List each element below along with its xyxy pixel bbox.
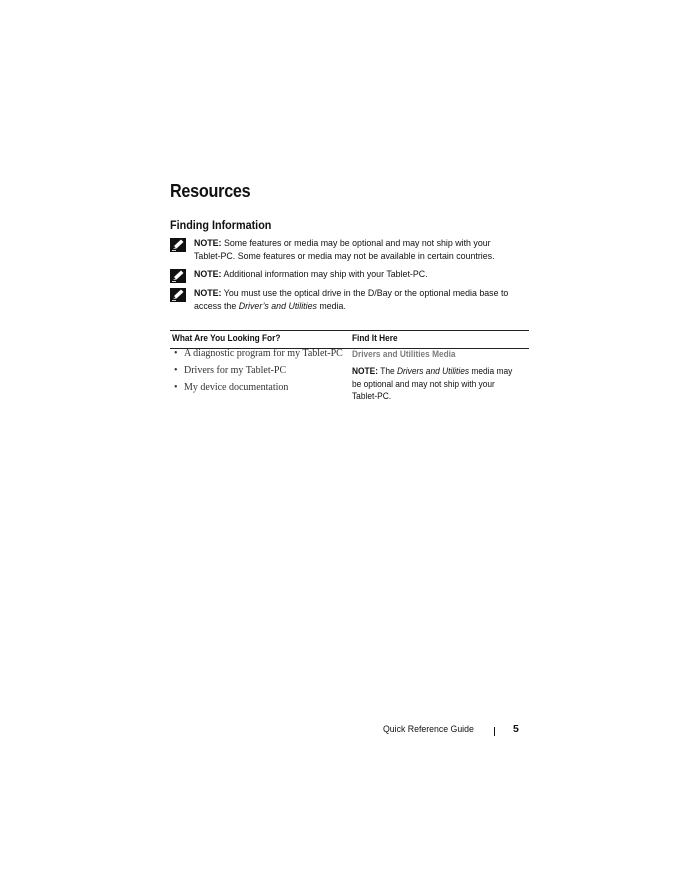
note-text <box>194 288 508 313</box>
footer-divider <box>494 727 495 736</box>
note-label: NOTE: <box>194 238 222 249</box>
list-item-text: Drivers for my Tablet-PC <box>184 365 287 376</box>
find-it-here-cell <box>352 349 528 401</box>
bullet: • <box>174 365 178 376</box>
media-name-italic: Driver’s and Utilities <box>238 300 317 312</box>
looking-for-list <box>174 348 354 399</box>
column-header-looking-for: What Are You Looking For? <box>172 333 281 343</box>
list-item <box>174 348 354 365</box>
table-note <box>352 365 518 403</box>
note-body-end: media. <box>316 300 346 312</box>
column-header-find-it-here: Find It Here <box>352 333 398 343</box>
pencil-note-icon <box>170 288 186 302</box>
note-body: The <box>378 366 397 376</box>
pencil-note-icon <box>170 269 186 283</box>
note-body-end: media may be optional and may not ship with your Tablet-PC. <box>352 366 513 401</box>
section-heading: Resources <box>170 181 251 201</box>
note-body: You must use the optical drive in the D/Bay or the optional media base to access the <box>194 288 509 312</box>
resource-title: Drivers and Utilities Media <box>352 349 456 359</box>
note-label: NOTE: <box>194 288 222 299</box>
media-name-italic: Drivers and Utilities <box>396 366 470 376</box>
note-body: Additional information may ship with your Tablet-PC. <box>221 269 428 280</box>
bullet: • <box>174 382 178 393</box>
list-item-text: My device documentation <box>184 382 289 393</box>
list-item <box>174 382 354 399</box>
note-body: Some features or media may be optional and may not ship with your Tablet-PC. Some features or media may not be available in certain countries. <box>194 238 495 262</box>
list-item <box>174 365 354 382</box>
note-label: NOTE: <box>194 269 222 280</box>
list-item-text: A diagnostic program for my Tablet-PC <box>184 348 343 359</box>
table-top-rule <box>170 330 529 331</box>
note-text <box>194 238 508 263</box>
page-number: 5 <box>513 723 519 735</box>
footer-guide-title: Quick Reference Guide <box>383 724 474 735</box>
subsection-heading: Finding Information <box>170 218 272 232</box>
note-label: NOTE: <box>352 366 379 376</box>
bullet: • <box>174 348 178 359</box>
note-text <box>194 269 508 282</box>
pencil-note-icon <box>170 238 186 252</box>
